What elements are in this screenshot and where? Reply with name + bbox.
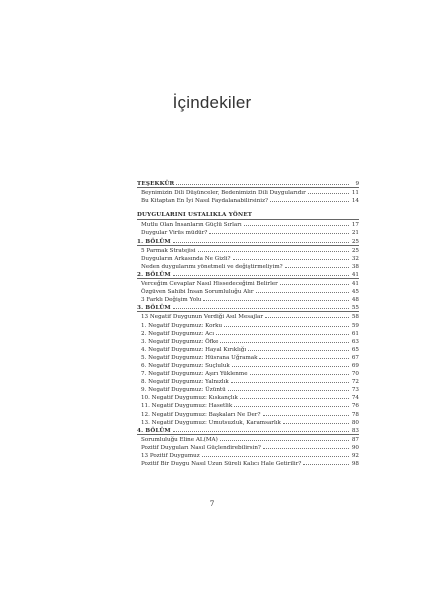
dot-leader [280,279,349,285]
toc-section-heading [137,426,359,435]
toc-entry-label: 13. Negatif Duygumuz: Umutsuzluk, Karamsarlık [141,419,281,426]
dot-leader [198,246,350,252]
toc-entry-page: 90 [351,444,359,451]
toc-entry [137,188,359,196]
toc-entry-label: 13 Negatif Duygunun Verdiği Asıl Mesajlar [141,314,263,321]
toc-entry [137,262,359,270]
toc-entry-page: 21 [351,230,359,237]
toc-entry [137,254,359,262]
dot-leader [216,329,349,335]
toc-entry-label: Pozitif Duyguları Nasıl Güçlendirebilirsin? [141,444,261,451]
dot-leader [176,179,349,185]
toc-entry [137,295,359,303]
dot-leader [263,443,349,449]
toc-entry [137,435,359,443]
toc-entry-label: 5 Parmak Stratejisi [141,247,196,254]
toc-entry-label: 1. Negatif Duygumuz: Korku [141,322,223,329]
toc-title: İçindekiler [172,93,252,112]
toc-entry [137,369,359,377]
toc-entry-page: 59 [351,322,359,329]
dot-leader [270,196,349,202]
toc-entry-page: 48 [351,297,359,304]
dot-leader [234,401,349,407]
toc-entry-label: Pozitif Bir Duygu Nasıl Uzun Süreli Kalıcı Hale Getirilir? [141,461,302,468]
toc-entry-label: DUYGULARINI USTALIKLA YÖNET [137,212,253,219]
toc-entry-page: 69 [351,362,359,369]
toc-entry-label: Özgüven Sahibi İnsan Sorumluluğu Alır [141,289,254,296]
toc-entry-page: 67 [351,354,359,361]
toc-entry-label: 3. BÖLÜM [137,305,171,312]
toc-entry-page: 25 [351,238,359,245]
toc-entry [137,196,359,204]
toc-entry-page: 73 [351,387,359,394]
toc-entry-label: Beynimizin Dili Düşünceler, Bedenimizin Dili Duygularıdır [141,190,306,197]
toc-entry [137,451,359,459]
toc-entry-label: Neden duygularımı yönetmeli ve değiştirmeliyim? [141,263,283,270]
toc-entry-label: 10. Negatif Duygumuz: Kıskançlık [141,395,238,402]
dot-leader [202,451,349,457]
toc-entry [137,287,359,295]
toc-entry-label: Bu Kitaptan En İyi Nasıl Faydalanabilirsiniz? [141,198,269,205]
dot-leader [256,287,350,293]
toc-entry-page: 9 [355,181,359,187]
dot-leader [232,361,349,367]
toc-entry-page: 80 [351,419,359,426]
toc-entry [137,361,359,369]
dot-leader [250,369,349,375]
toc-section-heading [137,270,359,279]
dot-leader [173,426,349,432]
toc-entry [137,246,359,254]
toc-entry [137,377,359,385]
toc-entry-label: 12. Negatif Duygumuz: Başkaları Ne Der? [141,411,261,418]
toc-entry-label: Verceğim Cevaplar Nasıl Hissedeceğimi Belirler [141,281,278,288]
dot-leader [265,312,349,318]
dot-leader [248,345,349,351]
toc-entry [137,321,359,329]
toc-entry-page: 92 [351,453,359,459]
dot-leader [220,337,349,343]
dot-leader [173,270,349,276]
toc-entry [137,410,359,418]
toc-entry-label: 2. Negatif Duygumuz: Acı [141,330,215,337]
toc-entry-label: 8. Negatif Duygumuz: Yalnızlık [141,379,229,386]
toc-entry-page: 74 [351,395,359,402]
toc-entry-label: 4. Negatif Duygumuz: Hayal Kırıklığı [141,346,247,353]
toc-entry [137,418,359,426]
toc-entry [137,228,359,236]
toc-entry-label: 9. Negatif Duygumuz: Üzüntü [141,387,226,394]
toc-entry [137,279,359,287]
toc-entry-page: 65 [351,346,359,353]
dot-leader [308,188,349,194]
toc-entry-page: 83 [351,427,359,434]
dot-leader [283,418,349,424]
dot-leader [173,237,349,243]
dot-leader [259,353,349,359]
toc-entry-page: 41 [351,271,359,278]
toc-entry-label: TEŞEKKÜR [137,181,175,187]
dot-leader [254,211,349,216]
toc-entry-page: 55 [351,305,359,312]
toc-section-heading [137,237,359,246]
toc-entry-label: 6. Negatif Duygumuz: Suçluluk [141,362,230,369]
toc-entry [137,443,359,451]
toc-entry-label: 5. Negatif Duygumuz: Hüsrana Uğramak [141,354,258,361]
toc-entry-page: 11 [351,190,359,197]
toc-entry-label: 3 Farklı Değişim Yolu [141,297,202,304]
toc-entry-label: 1. BÖLÜM [137,238,171,245]
toc-entry [137,312,359,320]
toc-entry [137,329,359,337]
toc-section-heading [137,303,359,312]
toc-entry-label: 4. BÖLÜM [137,427,171,434]
dot-leader [228,385,349,391]
toc-entry-label: 2. BÖLÜM [137,271,171,278]
toc-entry-label: 13 Pozitif Duygumuz [141,453,200,459]
toc-entry-page: 78 [351,411,359,418]
toc-entry-page: 58 [351,314,359,321]
dot-leader [233,254,349,260]
toc-entry-label: 3. Negatif Duygumuz: Öfke [141,338,219,345]
toc-entry [137,345,359,353]
toc-entry-page: 41 [351,281,359,288]
dot-leader [220,435,349,441]
toc-entry-label: Duygular Virüs müdür? [141,230,208,237]
toc-entry-page: 72 [351,379,359,386]
toc-entry [137,393,359,401]
toc-entry-label: Mutlu Olan İnsanların Güçlü Sırları [141,222,242,229]
toc-entry-page: 45 [351,289,359,296]
dot-leader [285,262,349,268]
table-of-contents [137,179,359,467]
dot-leader [303,459,349,465]
toc-entry-page: 32 [351,255,359,262]
toc-entry-page: 14 [351,198,359,205]
toc-entry-label: 7. Negatif Duygumuz: Aşırı Yüklenme [141,371,248,378]
toc-entry [137,353,359,361]
dot-leader [209,228,349,234]
toc-entry [137,459,359,467]
toc-entry-page: 17 [351,222,359,229]
dot-leader [224,321,349,327]
toc-entry-page: 70 [351,371,359,378]
dot-leader [203,295,349,301]
toc-entry [137,337,359,345]
page-number: 7 [209,499,215,508]
dot-leader [263,410,350,416]
toc-section-heading [137,211,359,220]
dot-leader [173,303,349,309]
toc-entry-label: Duyguların Arkasında Ne Gizli? [141,255,231,262]
dot-leader [231,377,349,383]
dot-leader [240,393,349,399]
toc-entry-page: 63 [351,338,359,345]
toc-entry [137,220,359,228]
toc-entry [137,401,359,409]
toc-entry-label: 11. Negatif Duygumuz: Haset​lik [141,403,233,410]
toc-entry-page: 25 [351,247,359,254]
toc-section-heading [137,179,359,188]
toc-entry [137,385,359,393]
toc-entry-page: 87 [351,436,359,443]
toc-entry-label: Sorumluluğu Eline AL(MA) [141,436,218,443]
toc-entry-page: 98 [351,461,359,468]
toc-entry-page: 38 [351,263,359,270]
toc-entry-page: 76 [351,403,359,410]
dot-leader [244,220,349,226]
toc-entry-page: 61 [351,330,359,337]
